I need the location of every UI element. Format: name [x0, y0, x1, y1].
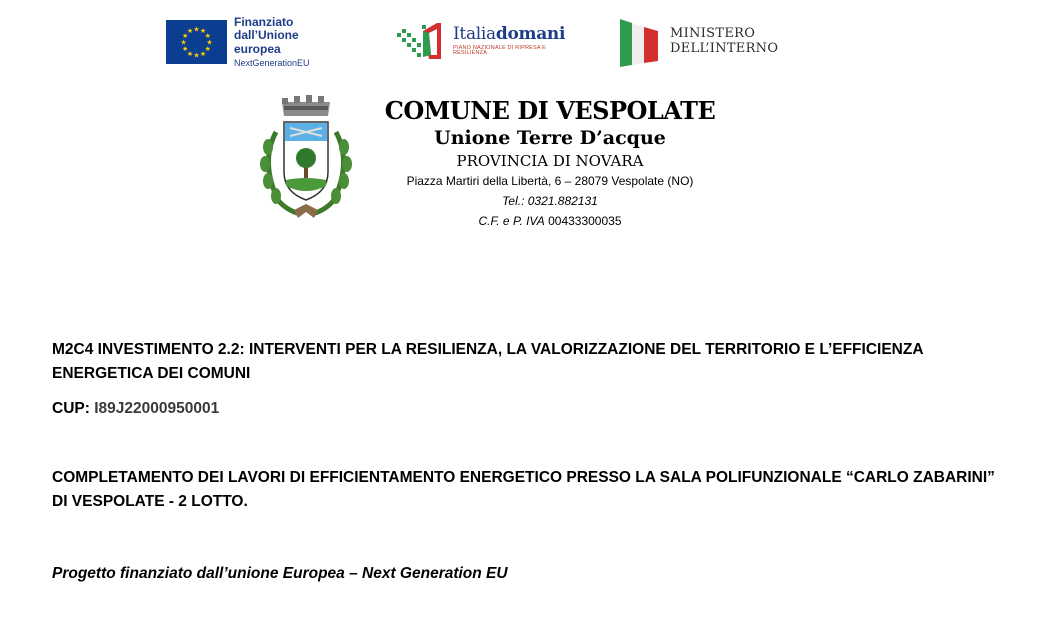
ministero-interno-logo [618, 17, 788, 67]
eu-star-icon: ★ [182, 33, 189, 40]
italia-name-b: domani [495, 23, 566, 44]
telephone: Tel.: 0321.882131 [502, 194, 598, 208]
eu-star-icon: ★ [186, 50, 194, 58]
eu-star-icon: ★ [206, 39, 213, 47]
investment-heading: M2C4 INVESTIMENTO 2.2: INTERVENTI PER LA RESILIENZA, LA VALORIZZAZIONE DEL TERRITORIO E L’EFFICIENZA ENERGETICA DEI COMUNI [52, 341, 923, 382]
ministero-flag-icon [618, 17, 660, 67]
italia-name-a: Italia [453, 23, 496, 44]
eu-funding-logo [166, 14, 346, 69]
italia-domani-logo [393, 17, 566, 65]
address: Piazza Martiri della Libertà, 6 – 28079 Vespolate (NO) [406, 174, 694, 188]
ministero-line1: MINISTERO [670, 26, 756, 42]
ministero-line2: DELL’INTERNO [670, 41, 779, 56]
cup-line [52, 397, 652, 421]
municipality-title: COMUNE DI VESPOLATE [384, 96, 716, 125]
province-name: PROVINCIA DI NOVARA [456, 152, 644, 170]
italia-domani-mark-icon [393, 19, 449, 63]
project-title: COMPLETAMENTO DEI LAVORI DI EFFICIENTAMENTO ENERGETICO PRESSO LA SALA POLIFUNZIONALE “CARLO ZABARINI” DI VESPOLATE - 2 LOTTO. [52, 469, 995, 510]
eu-star-icon: ★ [204, 33, 211, 40]
eu-star-icon: ★ [186, 28, 194, 36]
eu-star-icon: ★ [182, 46, 189, 53]
eu-star-icon: ★ [199, 28, 207, 36]
tax-code [360, 211, 740, 231]
municipality-header [360, 96, 740, 231]
tax-code-value: 00433300035 [548, 214, 622, 228]
union-name: Unione Terre D’acque [434, 127, 666, 149]
cup-label: CUP: [52, 400, 90, 417]
eu-star-icon: ★ [193, 26, 200, 34]
cup-code: I89J22000950001 [94, 400, 220, 417]
eu-logo-line1: Finanziato [234, 14, 294, 29]
coat-of-arms-icon [256, 92, 356, 222]
eu-flag-icon [166, 20, 227, 64]
tax-code-label: C.F. e P. IVA [478, 214, 545, 228]
eu-star-icon: ★ [199, 50, 207, 58]
eu-star-icon: ★ [180, 39, 187, 47]
eu-star-icon: ★ [204, 46, 211, 53]
funding-statement: Progetto finanziato dall’unione Europea – Next Generation EU [52, 565, 508, 582]
italia-subtitle: PIANO NAZIONALE DI RIPRESA E RESILIENZA [453, 44, 547, 56]
eu-star-icon: ★ [193, 52, 200, 60]
eu-logo-line3: NextGenerationEU [234, 58, 310, 69]
eu-logo-line2: dall’Unione europea [234, 28, 299, 56]
